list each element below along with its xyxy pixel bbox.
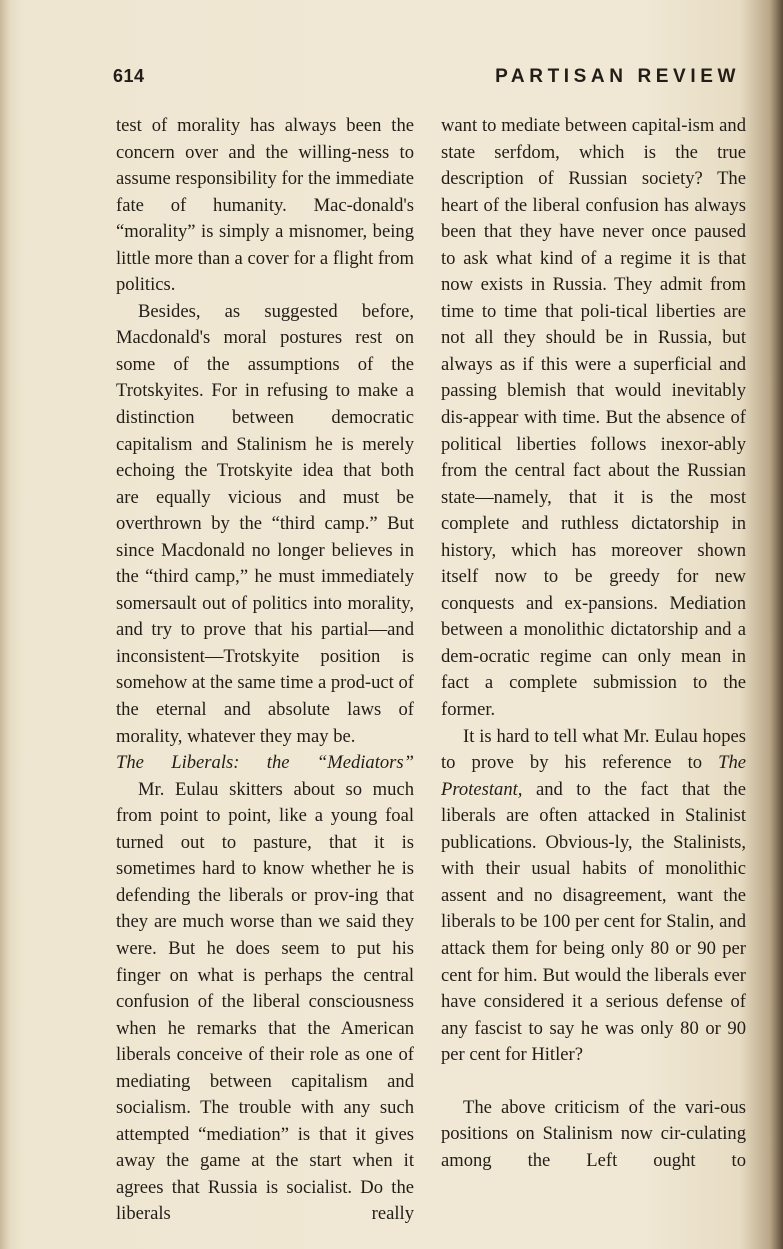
paragraph: Mr. Eulau skitters about so much from point to point, like a young foal turned out to pasture, that it is sometimes hard to know whether he is defending the liberals or prov-ing that they are much worse than we said they were. But he does seem to put his finger on what is perhaps the central confusion of the liberal consciousness when he remarks that the American liberals conceive of their role as one of mediating between capitalism and socialism. The trouble with any such attempted “mediation” is that it gives away the game at the start when it agrees that Russia is socialist. Do the liberals really — [116, 778, 414, 1225]
running-head: PARTISAN REVIEW — [495, 66, 740, 87]
section-subheading: The Liberals: the “Mediators” — [116, 752, 414, 774]
paragraph: The above criticism of the vari-ous positions on Stalinism now cir-culating among the Left ought to — [441, 1096, 746, 1171]
paragraph: Besides, as suggested before, Macdonald's moral postures rest on some of the assumptions of the Trotskyites. For in refusing to make a distinction between democratic capitalism and Stalinism he is merely echoing the Trotskyite idea that both are equally vicious and must be overthrown by the “third camp.” But since Macdonald no longer believes in the “third camp,” he must immediately somersault out of politics into morality, and try to prove that his partial—and inconsistent—Trotskyite position is somehow at the same time a prod-uct of the eternal and absolute laws of morality, whatever they may be. — [116, 300, 414, 747]
publication-title: The Protestant, — [441, 752, 746, 800]
paragraph-gap — [441, 1069, 746, 1095]
paragraph-text: It is hard to tell what Mr. Eulau hopes to prove by his reference to — [441, 725, 746, 774]
page-header — [113, 66, 740, 92]
paragraph: test of morality has always been the concern over and the willing-ness to assume responsibility for the immediate fate of humanity. Mac-donald's “morality” is simply a misnomer, being little more than a cover for a flight from politics. — [116, 115, 414, 296]
paragraph: want to mediate between capital-ism and state serfdom, which is the true description of Russian society? The heart of the liberal confusion has always been that they have never once paused to ask what kind of a regime it is that now exists in Russia. They admit from time to time that poli-tical liberties are not all they should be in Russia, but always as if this were a superficial and passing blemish that would inevitably dis-appear with time. But the absence of political liberties follows inexor-ably from the central fact about the Russian state—namely, that it is the most complete and ruthless dictatorship in history, which has moreover shown itself now to be greedy for new conquests and ex-pansions. Mediation between a monolithic dictatorship and a dem-ocratic regime can only mean in fact a complete submission to the former. — [441, 115, 746, 721]
right-column — [441, 113, 746, 1174]
paragraph — [441, 724, 746, 1069]
paragraph-text: and to the fact that the liberals are often attacked in Stalinist publications. Obvious-ly, the Stalinists, with their usual habits of monolithic assent and no disagreement, want the liberals to be 100 per cent for Stalin, and attack them for being only 80 or 90 per cent for him. But would the liberals ever have considered it a serious defense of any fascist to say he was only 80 or 90 per cent for Hitler? — [441, 778, 746, 1066]
left-column — [116, 113, 414, 1228]
page-number: 614 — [113, 66, 145, 86]
